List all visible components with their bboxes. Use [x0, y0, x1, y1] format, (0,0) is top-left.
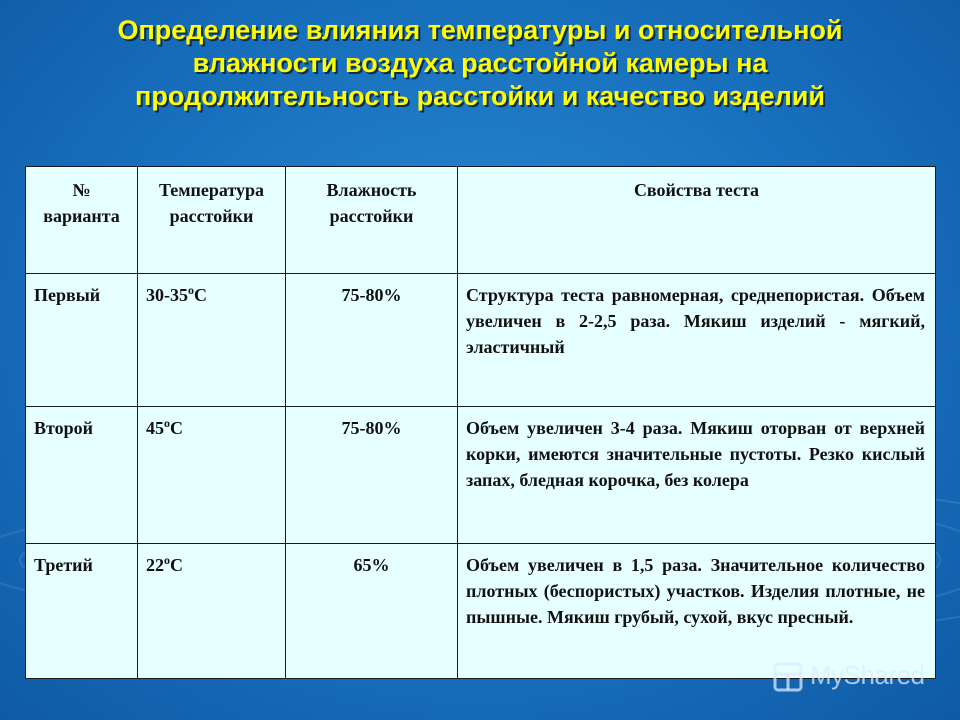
humidity-cell: 65% — [286, 544, 458, 679]
variant-cell: Второй — [26, 407, 138, 544]
humidity-cell: 75-80% — [286, 274, 458, 407]
experiment-table — [25, 166, 936, 679]
header-humidity: Влажность расстойки — [286, 167, 458, 274]
header-properties: Свойства теста — [458, 167, 936, 274]
properties-cell: Объем увеличен 3-4 раза. Мякиш оторван от верхней корки, имеются значительные пустоты. Резко кислый запах, бледная корочка, без колера — [458, 407, 936, 544]
variant-cell: Третий — [26, 544, 138, 679]
properties-cell: Структура теста равномерная, среднепористая. Объем увеличен в 2-2,5 раза. Мякиш изделий - мягкий, эластичный — [458, 274, 936, 407]
temperature-cell: $45^оС$ — [138, 407, 286, 544]
temperature-cell: $22^оС$ — [138, 544, 286, 679]
humidity-cell: 75-80% — [286, 407, 458, 544]
header-temperature: Температура расстойки — [138, 167, 286, 274]
header-variant: № варианта — [26, 167, 138, 274]
table-row — [26, 407, 936, 544]
watermark-logo-icon — [772, 656, 806, 696]
properties-cell: Объем увеличен в 1,5 раза. Значительное количество плотных (беспористых) участков. Изделия плотные, не пышные. Мякиш грубый, сухой, вкус пресный. — [458, 544, 936, 679]
watermark: MyShared — [810, 660, 925, 690]
slide-title: Определение влияния температуры и относительной влажности воздуха расстойной камеры на продолжительность расстойки и качество изделий — [117, 15, 843, 111]
variant-cell: Первый — [26, 274, 138, 407]
table-row — [26, 274, 936, 407]
temperature-cell: $30-35^оС$ — [138, 274, 286, 407]
